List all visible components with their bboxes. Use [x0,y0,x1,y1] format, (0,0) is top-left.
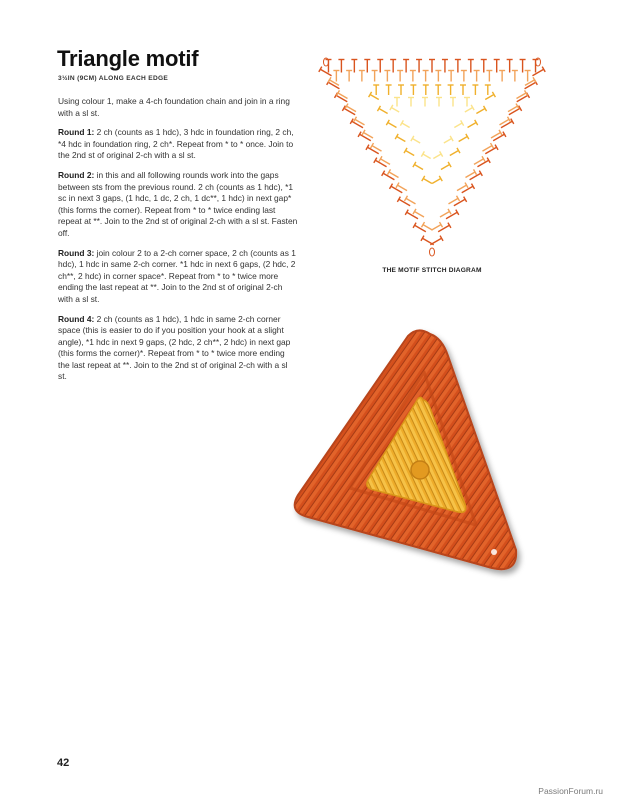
stitch-symbol [410,85,416,95]
stitch-symbol [432,151,443,161]
stitch-symbol [485,85,491,95]
stitch-symbol [486,71,492,82]
stitch-symbol [437,223,451,235]
stitch-symbol [463,105,474,115]
round-2-paragraph [58,170,298,240]
stitch-symbol [319,67,333,79]
stitch-symbol [421,222,434,233]
round-3-label: Round 3: [58,247,95,258]
stitch-symbol [394,98,400,107]
stitch-symbol [410,71,416,82]
stitch-symbol [422,176,434,186]
page-number: 42 [57,757,70,769]
stitch-symbol [455,60,461,73]
stitch-symbol [413,209,426,220]
stitch-symbol [390,105,401,115]
stitch-symbol [384,71,390,82]
round-3-text: join colour 2 to a 2-ch corner space, 2 ch (counts as 1 hdc), 1 hdc in same 2-ch corner. *1 hdc in next 6 gaps, (2 hdc, 2 ch**, 2 hdc) in corner space*. Repeat from * to * twice more ending the last repeat at **. Join to the 2nd st of original 2-ch with a sl st. [58,247,296,304]
stitch-symbol [423,85,429,95]
stitch-symbol [403,60,409,73]
stitch-symbol [439,162,451,172]
stitch-symbol [431,176,443,186]
stitch-symbol [447,196,460,207]
stitch-symbol [461,71,467,82]
stitch-symbol [494,60,500,73]
stitch-symbol [450,98,456,107]
chain-symbol [430,248,435,256]
watermark: PassionForum.ru [538,786,603,796]
stitch-symbol [442,136,453,146]
round-1-paragraph [58,127,298,162]
outer-round-stitches [319,58,545,256]
diagram-caption: THE MOTIF STITCH DIAGRAM [382,267,482,274]
round-2-label: Round 2: [58,169,95,180]
stitch-symbol [372,71,378,82]
stitch-symbol [398,85,404,95]
stitch-symbol [346,71,352,82]
stitch-symbol [386,85,392,95]
stitch-symbol [464,98,470,107]
stitch-symbol [438,209,451,220]
stitch-symbol [423,71,429,82]
stitch-symbol [455,183,468,194]
stitch-symbol [400,120,411,130]
stitch-symbol [452,197,466,209]
stitch-symbol [390,60,396,73]
stitch-symbol [442,60,448,73]
stitch-symbol [484,92,496,102]
stitch-symbol [464,169,477,180]
stitch-symbol [397,71,403,82]
stitch-symbol [397,197,411,209]
stitch-symbol [333,71,339,82]
stitch-symbol [369,92,381,102]
stitch-symbol [468,60,474,73]
stitch-symbol [445,210,459,222]
stitch-symbol [448,85,454,95]
center-ring [411,461,429,479]
stitch-symbol [422,98,428,107]
stitch-symbol [429,60,435,73]
stitch-symbol [525,71,531,82]
stitch-symbol [351,60,357,73]
stitch-symbol [435,71,441,82]
round-4-text: 2 ch (counts as 1 hdc), 1 hdc in same 2-ch corner space (this is easier to do if you position your hook at a slight angle), *1 hdc in next 9 gaps, (2 hdc, 2 ch**, 2 hdc) in next gap (this forms the corner)*. Repeat from * to * twice more ending the last repeat at **. Join to the 2nd st of original 2-ch with a sl st. [58,313,291,382]
stitch-symbol [408,98,414,107]
stitch-symbol [448,148,460,158]
stitch-symbol [421,151,432,161]
stitch-symbol [373,85,379,95]
round-4-label: Round 4: [58,313,95,324]
stitch-symbol [507,60,513,73]
stitch-symbol [531,67,545,79]
stitch-symbol [429,236,443,248]
stitch-symbol [413,162,425,172]
stitch-symbol [421,236,435,248]
stitch-symbol [457,134,469,144]
corner-gap [491,549,497,555]
stitch-symbol [359,71,365,82]
stitch-symbol [512,71,518,82]
stitch-symbol [364,60,370,73]
stitch-symbol [474,71,480,82]
stitch-symbol [435,85,441,95]
stitch-symbol [405,210,419,222]
stitch-symbol [472,85,478,95]
round-4-paragraph [58,314,298,384]
round-1-label: Round 1: [58,127,95,138]
round-3-paragraph [58,248,298,306]
pattern-instructions [58,96,298,391]
stitch-symbol [404,196,417,207]
stitch-symbol [411,136,422,146]
stitch-symbol [499,71,505,82]
size-subtitle: 3½IN (9CM) ALONG EACH EDGE [58,75,169,82]
stitch-symbol [377,60,383,73]
stitch-symbol [430,222,443,233]
stitch-diagram-image [312,48,552,258]
stitch-symbol [436,98,442,107]
round-2-text: in this and all following rounds work into the gaps between sts from the previous round. 2 ch (counts as 1 hdc), *1 sc in next 3 gaps, (1 hdc, 1 dc, 2 ch, 1 dc**, 1 hdc) in next gap* (this forms the corner). Repeat from * to * twice ending last repeat at **. Join to the 2nd st of original 2-ch with a sl st. Fasten off. [58,169,298,238]
stitch-symbol [453,120,464,130]
stitch-symbol [416,60,422,73]
stitch-symbol [460,85,466,95]
stitch-symbol [448,71,454,82]
round-1-text: 2 ch (counts as 1 hdc), 3 hdc in foundation ring, 2 ch, *4 hdc in foundation ring, 2 ch*. Repeat from * to * once. Join to the 2nd st of original 2-ch with a sl st. [58,127,294,161]
crochet-triangle-photo [280,320,540,585]
stitch-symbol [475,106,487,116]
stitch-symbol [396,183,409,194]
stitch-symbol [386,120,398,130]
stitch-symbol [395,134,407,144]
stitch-symbol [377,106,389,116]
page-title: Triangle motif [57,46,199,71]
stitch-symbol [466,120,478,130]
inner-round-stitches [369,85,496,186]
stitch-symbol [481,60,487,73]
intro-paragraph: Using colour 1, make a 4-ch foundation chain and join in a ring with a sl st. [58,96,290,118]
stitch-symbol [413,223,427,235]
stitch-symbol [387,169,400,180]
stitch-symbol [404,148,416,158]
